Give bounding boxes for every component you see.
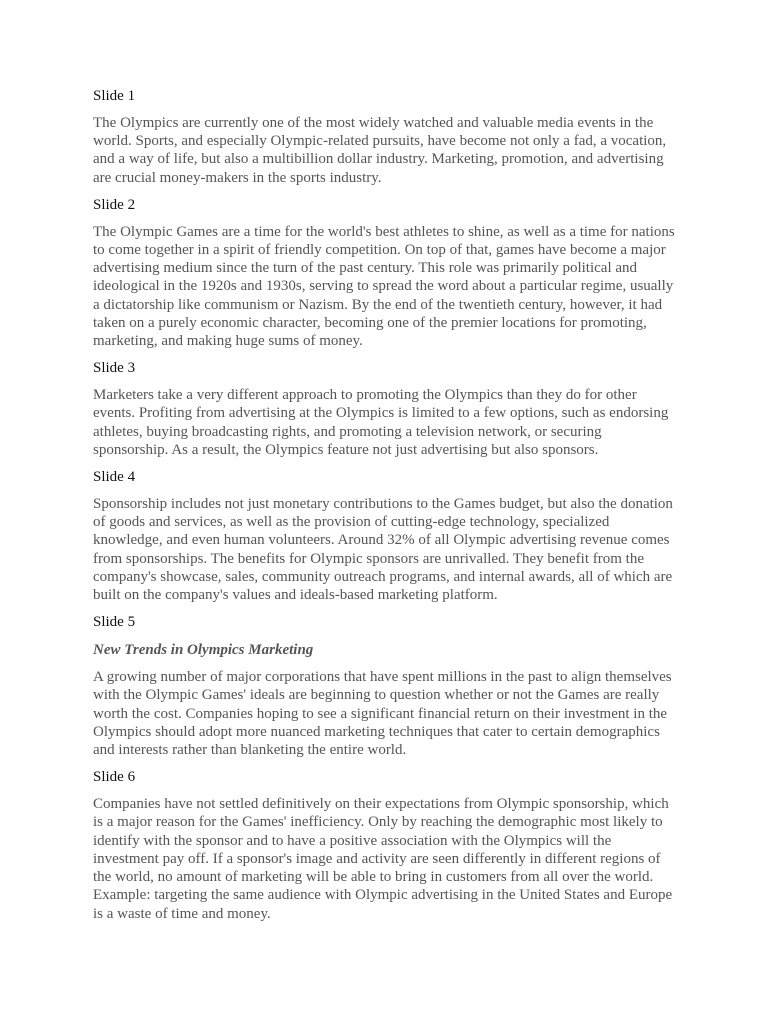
- slide-5-section: [93, 612, 678, 759]
- slide-3-section: [93, 358, 678, 459]
- slide-heading: Slide 5: [93, 614, 136, 631]
- slide-paragraph: The Olympic Games are a time for the world's best athletes to shine, as well as a time for nations to come together in a spirit of friendly competition. On top of that, games have become a major advertising medium since the turn of the past century. This role was primarily political and ideological in the 1920s and 1930s, serving to spread the word about a particular regime, usually a dictatorship like communism or Nazism. By the end of the twentieth century, however, it had taken on a purely economic character, becoming one of the premier locations for promoting, marketing, and making huge sums of money.: [93, 223, 675, 350]
- slide-heading: Slide 3: [93, 360, 136, 377]
- slide-1-section: [93, 86, 678, 187]
- slide-heading: Slide 2: [93, 196, 136, 213]
- slide-paragraph: Marketers take a very different approach to promoting the Olympics than they do for other events. Profiting from advertising at the Olympics is limited to a few options, such as endorsing athletes, buying broadcasting rights, and promoting a television network, or securing sponsorship. As a result, the Olympics feature not just advertising but also sponsors.: [93, 387, 669, 458]
- slide-4-section: [93, 467, 678, 604]
- slide-heading: Slide 6: [93, 769, 136, 786]
- slide-heading: Slide 1: [93, 88, 136, 104]
- slide-heading: Slide 4: [93, 469, 136, 486]
- slide-6-section: [93, 767, 678, 922]
- slide-paragraph: A growing number of major corporations that have spent millions in the past to align themselves with the Olympic Games' ideals are beginning to question whether or not the Games are really worth the cost. Companies hoping to see a significant financial return on their investment in the Olympics should adopt more nuanced marketing techniques that cater to certain demographics and interests rather than blanketing the entire world.: [93, 669, 672, 759]
- slide-paragraph: The Olympics are currently one of the most widely watched and valuable media events in the world. Sports, and especially Olympic-related pursuits, have become not only a fad, a vocation, and a way of life, but also a multibillion dollar industry. Marketing, promotion, and advertising are crucial money-makers in the sports industry.: [93, 115, 667, 186]
- section-subheading: New Trends in Olympics Marketing: [93, 642, 314, 659]
- slide-paragraph: Companies have not settled definitively on their expectations from Olympic sponsorship, which is a major reason for the Games' inefficiency. Only by reaching the demographic most likely to identify with the sponsor and to have a positive association with the Olympics will the investment pay off. If a sponsor's image and activity are seen differently in different regions of the world, no amount of marketing will be able to bring in customers from all over the world. Example: targeting the same audience with Olympic advertising in the United States and Europe is a waste of time and money.: [93, 796, 673, 922]
- slide-paragraph: Sponsorship includes not just monetary contributions to the Games budget, but also the donation of goods and services, as well as the provision of cutting-edge technology, specialized knowledge, and even human volunteers. Around 32% of all Olympic advertising revenue comes from sponsorships. The benefits for Olympic sponsors are unrivalled. They benefit from the company's showcase, sales, community outreach programs, and internal awards, all of which are built on the company's values and ideals-based marketing platform.: [93, 496, 673, 604]
- document-page: [93, 86, 678, 931]
- slide-2-section: [93, 195, 678, 350]
